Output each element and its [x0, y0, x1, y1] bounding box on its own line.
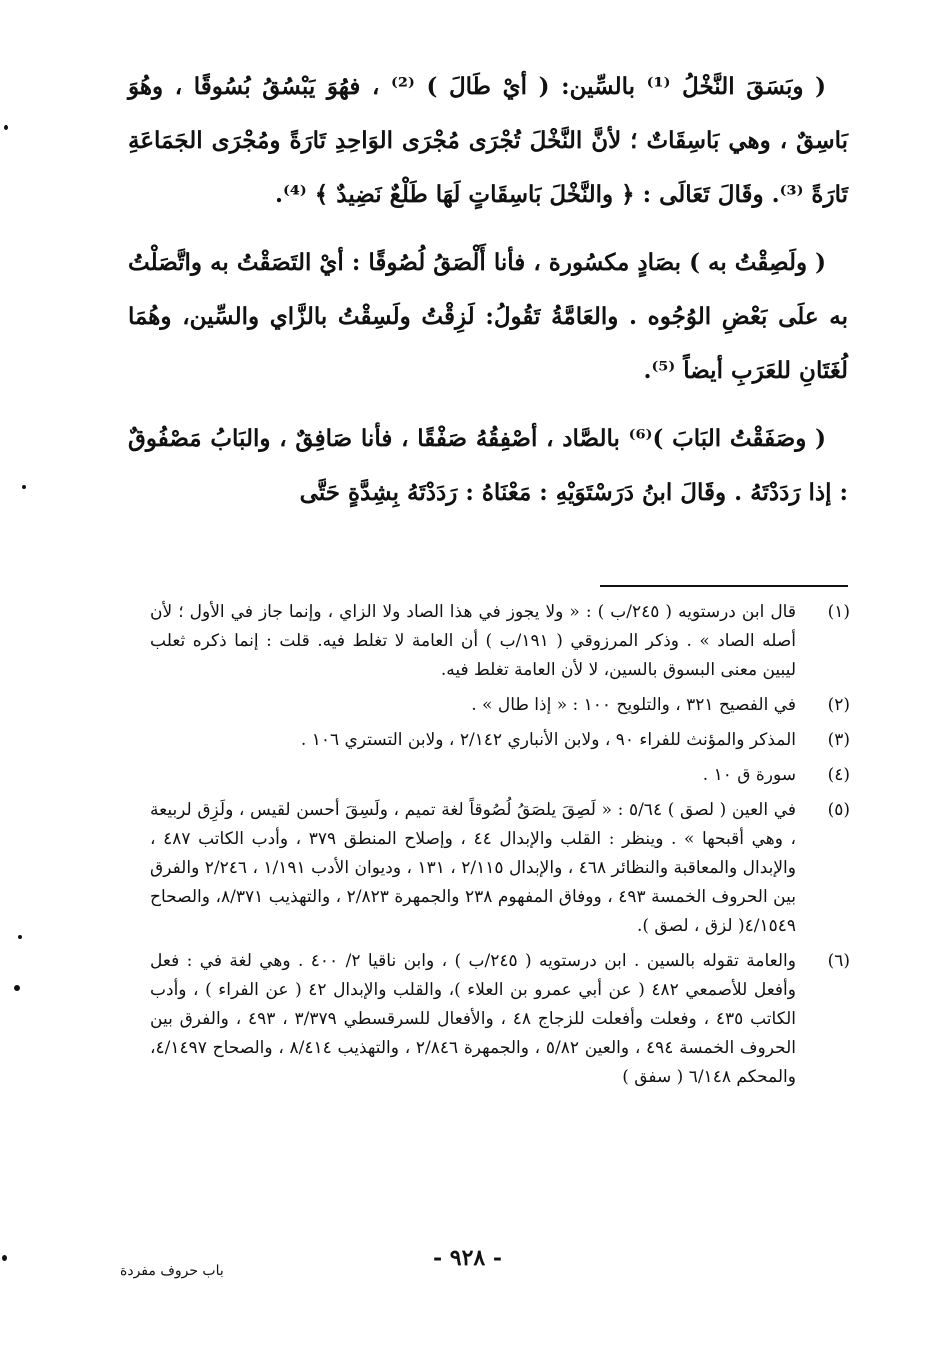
- scan-speck: [14, 985, 20, 991]
- scan-speck: [18, 935, 22, 939]
- scan-speck: [4, 125, 8, 130]
- footnote-separator: [600, 585, 848, 587]
- footnote-number: (٥): [827, 800, 850, 820]
- scan-speck: [2, 1255, 7, 1261]
- footnote-text: قال ابن درستويه ( ٢٤٥/ب ) : « ولا يجوز في هذا الصاد ولا الزاي ، وإنما جاز في الأول ؛ لأن أصله الصاد » . وذكر المرزوقي ( ١٩١/ب ) أن العامة لا تغلط فيه. قلت : إنما ذكره ثعلب ليبين معنى البسوق بالسين، لا لأن العامة تغلط فيه.: [150, 602, 797, 680]
- main-paragraph-lasiqtu: ( ولَصِقْتُ به ) بصَادٍ مكسُورة ، فأنا أَلْصَقُ لُصُوقًا : أيْ التَصَقْتُ به واتَّصَلْتُ به علَى بَعْضِ الوُجُوه . والعَامَّةُ تَقُولُ: لَزِقْتُ ولَسِقْتُ بالزَّاي والسِّين، وهُمَا لُغَتَانِ للعَرَبِ أيضاً ⁽⁵⁾.: [128, 249, 848, 384]
- scan-speck: [22, 485, 26, 489]
- footnote-number: (٣): [827, 730, 850, 750]
- footnote-5: [150, 796, 850, 941]
- main-text-body: [128, 60, 848, 534]
- page-number: - ٩٢٨ -: [432, 1245, 503, 1271]
- footnote-number: (٢): [827, 695, 850, 715]
- footnote-number: (٤): [827, 765, 850, 785]
- page-footer: [0, 1245, 935, 1285]
- footnote-6: [150, 947, 850, 1092]
- footnote-1: [150, 598, 850, 685]
- footnote-text: سورة ق ١٠ .: [702, 765, 796, 785]
- main-paragraph-safaqtu: ( وصَفَقْتُ البَابَ )⁽⁶⁾ بالصَّاد ، أصْفِقُهُ صَفْقًا ، فأنا صَافِقٌ ، والبَابُ مَصْفُوقٌ : إذا رَدَدْتَهُ . وقَالَ ابنُ دَرَسْتَوَيْهِ : مَعْنَاهُ : رَدَدْتَهُ بِشِدَّةٍ حَتَّى: [128, 425, 848, 506]
- footnote-text: في الفصيح ٣٢١ ، والتلويح ١٠٠ : « إذا طال » .: [471, 695, 796, 715]
- footnote-3: [150, 726, 850, 755]
- footnote-4: [150, 761, 850, 790]
- main-paragraph-basaqa: ( وبَسَقَ النَّخْلُ ⁽¹⁾ بالسِّين: ( أيْ طَالَ ) ⁽²⁾ ، فهُوَ يَبْسُقُ بُسُوقًا ، وهُوَ بَاسِقٌ ، وهي بَاسِقَاتٌ ؛ لأنَّ النَّخْلَ تُجْرَى مُجْرَى الوَاحِدِ تَارَةً ومُجْرَى الجَمَاعَةِ تَارَةً ⁽³⁾. وقَالَ تَعَالَى : ﴿ والنَّخْلَ بَاسِقَاتٍ لَهَا طَلْعٌ نَضِيدٌ ﴾ ⁽⁴⁾.: [128, 73, 848, 208]
- footnote-text: والعامة تقوله بالسين . ابن درستويه ( ٢٤٥/ب ) ، وابن ناقيا ٢/ ٤٠٠ . وهي لغة في : فعل وأفعل للأصمعي ٤٨٢ ( عن أبي عمرو بن العلاء )، والقلب والإبدال ٤٢ ( عن الفراء ) ، وأدب الكاتب ٤٣٥ ، وفعلت وأفعلت للزجاج ٤٨ ، والأفعال للسرقسطي ٣/٣٧٩ ، ٤٩٣ ، والفرق بين الحروف الخمسة ٤٩٤ ، والعين ٥/٨٢ ، والجمهرة ٢/٨٤٦ ، والتهذيب ٨/٤١٤ ، والصحاح ٤/١٤٩٧، والمحكم ٦/١٤٨ ( سفق ): [150, 951, 796, 1087]
- running-section-title: باب حروف مفردة: [120, 1263, 224, 1279]
- footnote-2: [150, 691, 850, 720]
- footnote-text: المذكر والمؤنث للفراء ٩٠ ، ولابن الأنباري ٢/١٤٢ ، ولابن التستري ١٠٦ .: [300, 730, 796, 750]
- footnote-number: (١): [827, 602, 850, 622]
- footnote-number: (٦): [827, 951, 850, 971]
- footnote-text: في العين ( لصق ) ٥/٦٤ : « لَصِقَ يلصَقُ لُصُوقاً لغة تميم ، ولَسِقَ أحسن لقيس ، ولَزِق لربيعة ، وهي أقبحها » . وينظر : القلب والإبدال ٤٤ ، وإصلاح المنطق ٣٧٩ ، وأدب الكاتب ٤٨٧ ، والإبدال والمعاقبة والنظائر ٤٦٨ ، والإبدال ٢/١١٥ ، ١٣١ ، وديوان الأدب ١/١٩١ ، ٢/٢٤٦ والفرق بين الحروف الخمسة ٤٩٣ ، ووفاق المفهوم ٢٣٨ والجمهرة ٢/٨٢٣ ، والتهذيب ٨/٣٧١، والصحاح ٤/١٥٤٩( لزق ، لصق ).: [150, 800, 797, 936]
- footnotes-section: [150, 598, 850, 1098]
